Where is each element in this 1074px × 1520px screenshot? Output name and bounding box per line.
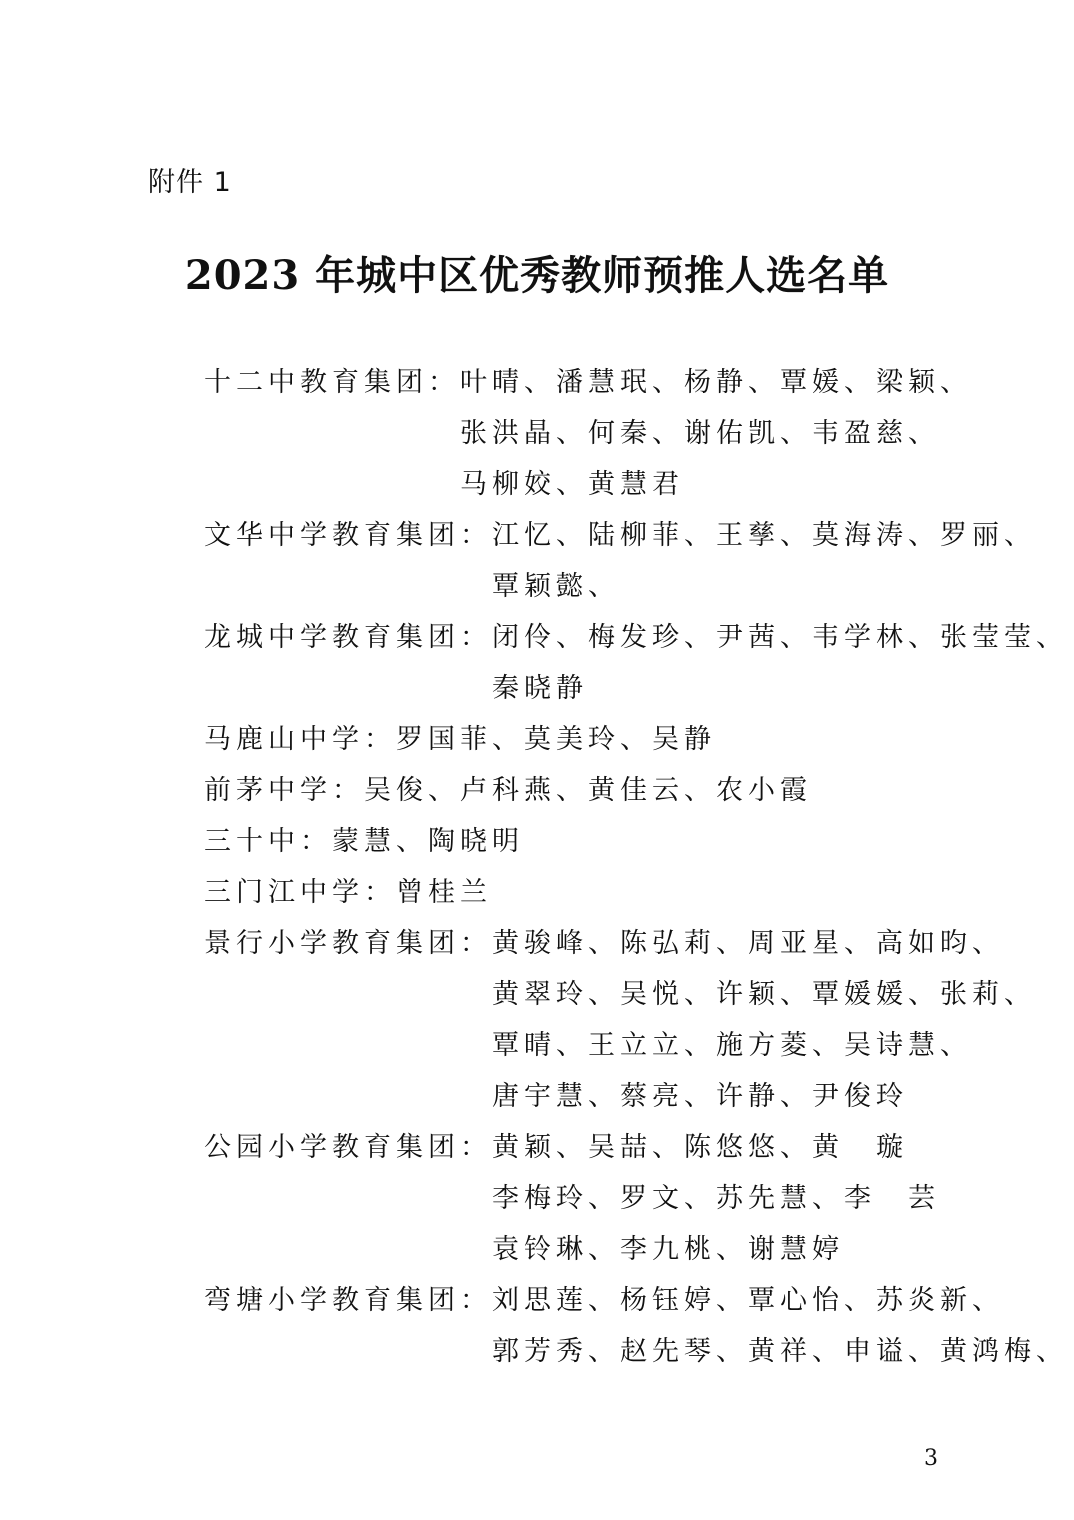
group-names [492,1122,940,1275]
group-entry [204,867,1004,918]
group-entry [204,816,1004,867]
names-line: 覃颖懿、 [492,571,620,602]
nominee-list [204,357,1068,1377]
group-label: 十二中教育集团： [204,367,460,398]
group-names [492,918,1036,1122]
names-line: 秦晓静 [492,673,588,704]
names-line: 蒙慧、陶晓明 [332,826,524,857]
group-label: 弯塘小学教育集团： [204,1285,492,1316]
group-entry [204,918,1036,1122]
page-number: 3 [924,1446,938,1471]
group-label: 前茅中学： [204,775,364,806]
names-line: 刘思莲、杨钰婷、覃心怡、苏炎新、 [492,1285,1004,1316]
group-names [460,357,972,510]
names-line: 唐宇慧、蔡亮、许静、尹俊玲 [492,1081,908,1112]
group-label: 景行小学教育集团： [204,928,492,959]
group-names [364,765,812,816]
names-line: 郭芳秀、赵先琴、黄祥、申谥、黄鸿梅、 [492,1336,1068,1367]
group-names [492,510,1036,612]
attachment-label: 附件 1 [148,167,232,198]
names-line: 曾桂兰 [396,877,492,908]
group-names [396,714,716,765]
group-label: 三门江中学： [204,877,396,908]
group-names [396,867,492,918]
group-entry [204,1122,1004,1275]
group-entry [204,714,1004,765]
group-entry [204,1275,1068,1377]
names-line: 吴俊、卢科燕、黄佳云、农小霞 [364,775,812,806]
group-label: 公园小学教育集团： [204,1132,492,1163]
group-names [492,612,1068,714]
names-line: 黄颖、吴喆、陈悠悠、黄 璇 [492,1132,908,1163]
names-line: 江忆、陆柳菲、王孳、莫海涛、罗丽、 [492,520,1036,551]
names-line: 覃晴、王立立、施方菱、吴诗慧、 [492,1030,972,1061]
group-entry [204,510,1036,612]
names-line: 闭伶、梅发珍、尹茜、韦学林、张莹莹、 [492,622,1068,653]
names-line: 李梅玲、罗文、苏先慧、李 芸 [492,1183,940,1214]
group-entry [204,765,1004,816]
group-entry [204,612,1068,714]
names-line: 黄骏峰、陈弘莉、周亚星、高如昀、 [492,928,1004,959]
group-label: 文华中学教育集团： [204,520,492,551]
names-line: 叶晴、潘慧珉、杨静、覃媛、梁颖、 [460,367,972,398]
names-line: 张洪晶、何秦、谢佑凯、韦盈慈、 [460,418,940,449]
group-label: 龙城中学教育集团： [204,622,492,653]
names-line: 黄翠玲、吴悦、许颖、覃媛媛、张莉、 [492,979,1036,1010]
group-names [492,1275,1068,1377]
group-entry [204,357,1004,510]
group-names [332,816,524,867]
group-label: 三十中： [204,826,332,857]
group-label: 马鹿山中学： [204,724,396,755]
document-title: 2023 年城中区优秀教师预推人选名单 [184,252,890,299]
names-line: 马柳姣、黄慧君 [460,469,684,500]
names-line: 罗国菲、莫美玲、吴静 [396,724,716,755]
names-line: 袁铃琳、李九桃、谢慧婷 [492,1234,844,1265]
